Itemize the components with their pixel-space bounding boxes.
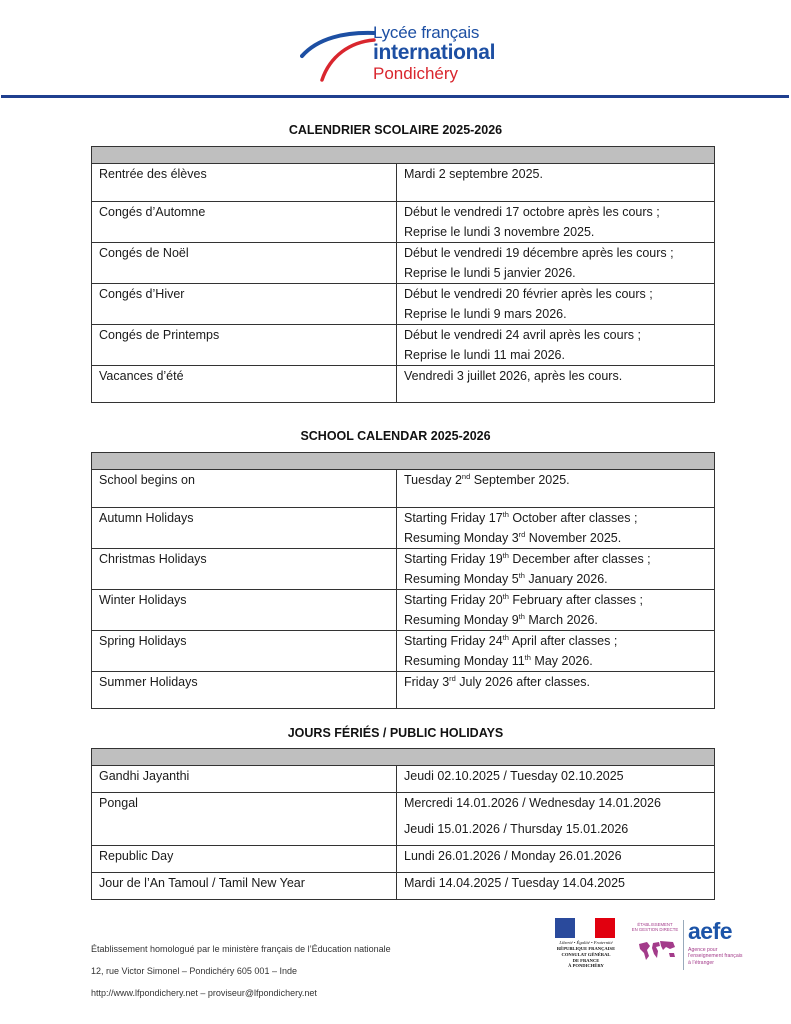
header-divider: [1, 95, 789, 98]
calendrier-table: [91, 146, 715, 403]
row-value: Starting Friday 17th October after classes ;: [404, 510, 638, 525]
row-label: Summer Holidays: [99, 675, 198, 689]
public-holidays-table: [91, 748, 715, 900]
row-label: Congés de Printemps: [99, 328, 220, 342]
row-value: Tuesday 2nd September 2025.: [404, 472, 570, 487]
row-value: Resuming Monday 3rd November 2025.: [404, 530, 622, 545]
table-row: [92, 766, 715, 793]
row-value: Starting Friday 20th February after classes ;: [404, 592, 644, 607]
world-map-icon: [637, 938, 677, 962]
row-value: Resuming Monday 9th March 2026.: [404, 612, 598, 627]
calendrier-title: CALENDRIER SCOLAIRE 2025-2026: [288, 123, 503, 137]
row-value: Reprise le lundi 5 janvier 2026.: [404, 266, 576, 280]
row-value: Starting Friday 19th December after classes ;: [404, 551, 651, 566]
public-holidays-title: JOURS FÉRIÉS / PUBLIC HOLIDAYS: [287, 726, 504, 740]
row-value: Mardi 2 septembre 2025.: [404, 167, 543, 181]
logo-swoosh-icon: [300, 26, 376, 84]
table-row: [92, 873, 715, 900]
row-label: School begins on: [99, 473, 195, 487]
table-row: [92, 284, 715, 325]
table-header-row: [92, 749, 715, 766]
row-value: Jeudi 02.10.2025 / Tuesday 02.10.2025: [404, 769, 624, 783]
logo-line-3: Pondichéry: [373, 64, 459, 83]
row-label: Congés d’Automne: [99, 205, 206, 219]
logo-line-1: Lycée français: [373, 23, 480, 42]
row-value: Starting Friday 24th April after classes ;: [404, 633, 618, 648]
table-row: [92, 508, 715, 549]
row-label: Congés d’Hiver: [99, 287, 185, 301]
row-value: Mercredi 14.01.2026 / Wednesday 14.01.2026: [404, 796, 661, 810]
row-value: Mardi 14.04.2025 / Tuesday 14.04.2025: [404, 876, 625, 890]
row-value: Friday 3rd July 2026 after classes.: [404, 674, 590, 689]
row-value: Jeudi 15.01.2026 / Thursday 15.01.2026: [404, 822, 629, 836]
row-label: Republic Day: [99, 849, 174, 863]
table-header-row: [92, 453, 715, 470]
row-label: Gandhi Jayanthi: [99, 769, 190, 783]
school-calendar-title: SCHOOL CALENDAR 2025-2026: [300, 429, 491, 443]
table-row: [92, 366, 715, 403]
row-value: Début le vendredi 20 février après les cours ;: [404, 287, 653, 301]
table-row: [92, 202, 715, 243]
logo-separator: [683, 920, 684, 970]
table-row: [92, 672, 715, 709]
table-row: [92, 590, 715, 631]
table-row: [92, 164, 715, 202]
footer-address: 12, rue Victor Simonel – Pondichéry 605 001 – Inde: [91, 966, 297, 976]
row-value: Reprise le lundi 9 mars 2026.: [404, 307, 567, 321]
school-logo: [300, 22, 515, 86]
row-value: Vendredi 3 juillet 2026, après les cours.: [404, 369, 623, 383]
aefe-logo: ÉTABLISSEMENT EN GESTION DIRECTE aefe Agence pour l’enseignement français à l’étranger: [630, 918, 750, 974]
logo-line-2: international: [373, 41, 496, 64]
row-value: Lundi 26.01.2026 / Monday 26.01.2026: [404, 849, 622, 863]
school-calendar-table: [91, 452, 715, 709]
row-value: Resuming Monday 11th May 2026.: [404, 653, 593, 668]
row-label: Jour de l’An Tamoul / Tamil New Year: [99, 876, 305, 890]
table-row: [92, 549, 715, 590]
table-row: [92, 470, 715, 508]
table-row: [92, 793, 715, 846]
table-row: [92, 631, 715, 672]
row-label: Vacances d’été: [99, 369, 184, 383]
row-value: Début le vendredi 19 décembre après les cours ;: [404, 246, 674, 260]
table-row: [92, 325, 715, 366]
footer-accreditation: Établissement homologué par le ministère français de l’Éducation nationale: [91, 944, 391, 954]
row-value: Début le vendredi 17 octobre après les cours ;: [404, 205, 660, 219]
row-value: Resuming Monday 5th January 2026.: [404, 571, 608, 586]
row-value: Reprise le lundi 3 novembre 2025.: [404, 225, 595, 239]
row-label: Winter Holidays: [99, 593, 187, 607]
table-row: [92, 243, 715, 284]
table-row: [92, 846, 715, 873]
table-header-row: [92, 147, 715, 164]
row-label: Pongal: [99, 796, 138, 810]
row-value: Début le vendredi 24 avril après les cours ;: [404, 328, 641, 342]
row-label: Autumn Holidays: [99, 511, 194, 525]
republique-francaise-logo: Liberté • Égalité • Fraternité RÉPUBLIQUE FRANÇAISE CONSULAT GÉNÉRAL DE FRANCE À PONDICHÉRY: [555, 918, 617, 974]
row-label: Rentrée des élèves: [99, 167, 207, 181]
row-label: Christmas Holidays: [99, 552, 207, 566]
row-value: Reprise le lundi 11 mai 2026.: [404, 348, 565, 362]
row-label: Congés de Noël: [99, 246, 189, 260]
footer-contact[interactable]: http://www.lfpondichery.net – proviseur@lfpondichery.net: [91, 988, 317, 998]
row-label: Spring Holidays: [99, 634, 187, 648]
french-flag-icon: [555, 918, 615, 938]
